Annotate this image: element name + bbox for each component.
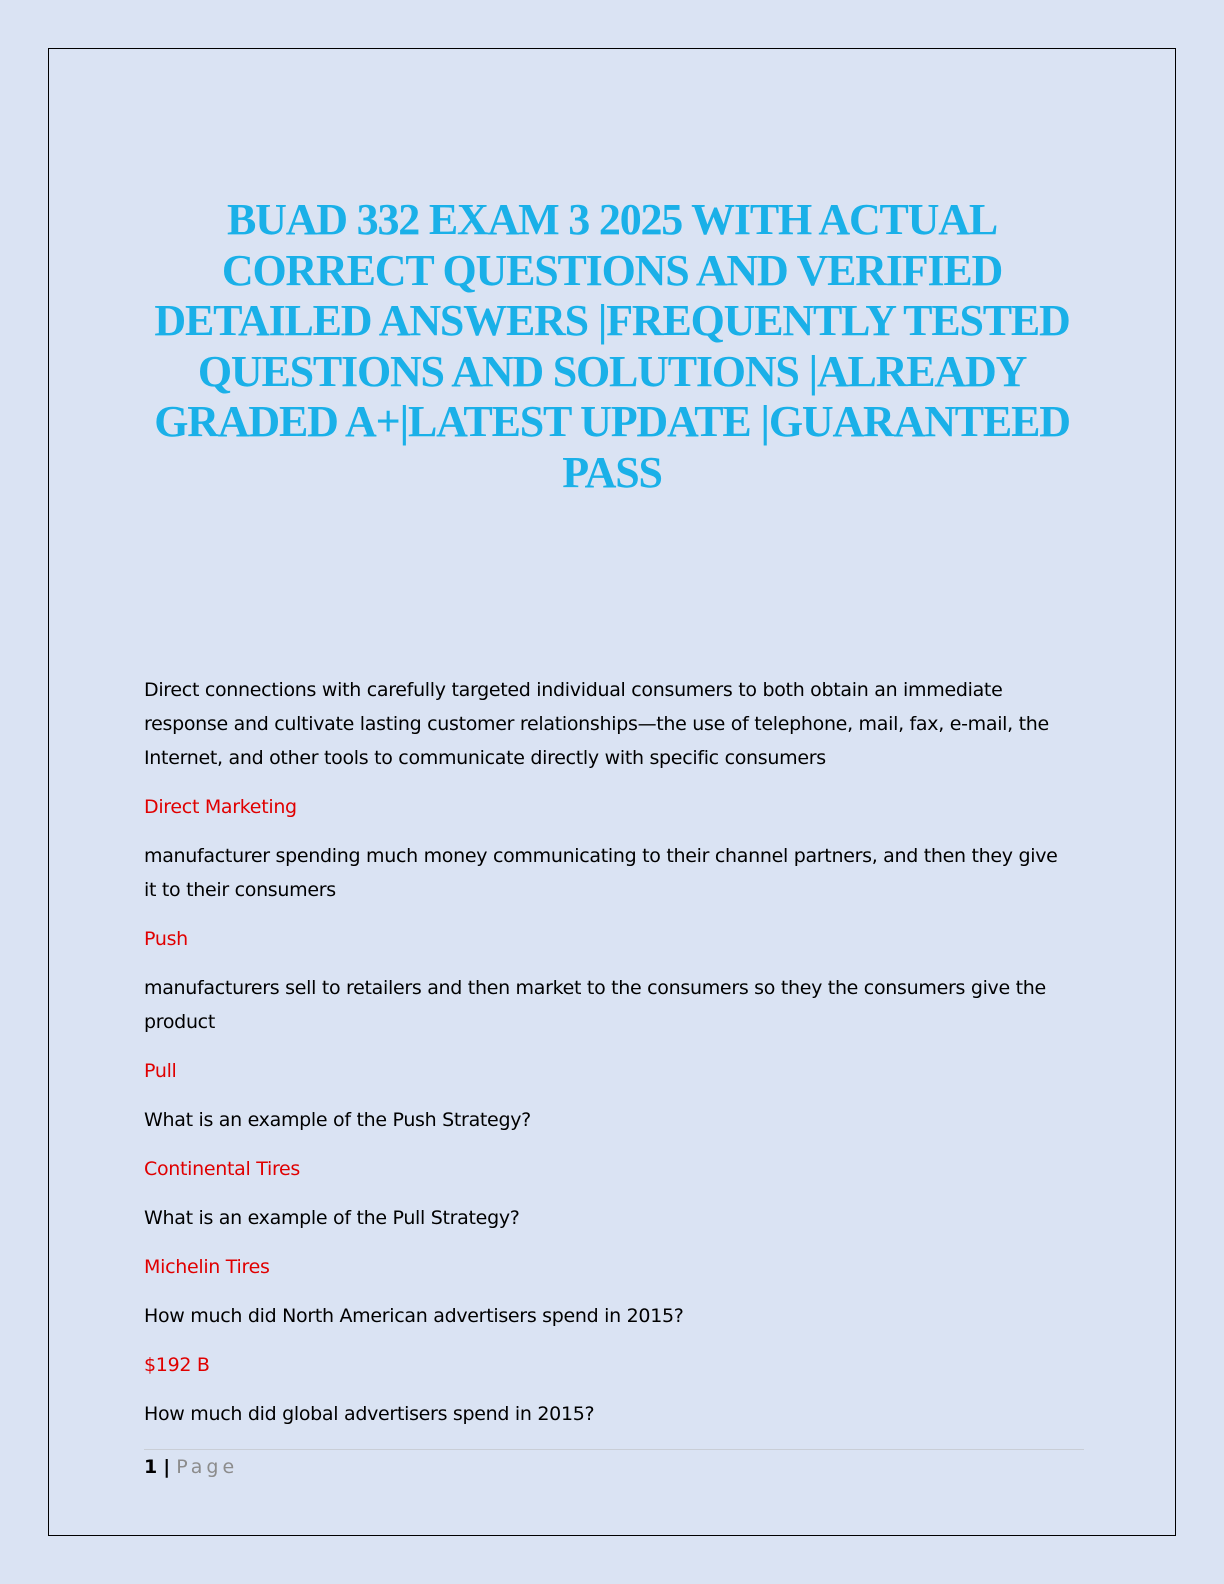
answer-text: Pull [144,1060,177,1082]
answer-text: Push [144,928,188,950]
page-footer [144,1454,238,1480]
page-label: Page [176,1456,239,1478]
answer-text: Continental Tires [144,1158,301,1180]
question-text: Direct connections with carefully targeted individual consumers to both obtain an immediate response and cultivate lasting customer relationships—the use of telephone, mail, fax, e-mail, the Internet, and other tools to communicate directly with specific consumers [144,679,1049,769]
page-number: 1 [144,1456,158,1478]
qa-list [144,673,1074,1446]
footer-separator: | [163,1456,171,1478]
question-text: What is an example of the Pull Strategy? [144,1207,520,1229]
answer-text: $192 B [144,1354,210,1376]
footer-divider [144,1449,1084,1450]
answer-text: Direct Marketing [144,796,297,818]
document-title: BUAD 332 EXAM 3 2025 WITH ACTUAL CORRECT QUESTIONS AND VERIFIED DETAILED ANSWERS |FREQUENTLY TESTED QUESTIONS AND SOLUTIONS |ALREADY GRADED A+|LATEST UPDATE |GUARANTEED PASS [154,195,1070,497]
question-text: manufacturer spending much money communicating to their channel partners, and then they give it to their consumers [144,845,1058,901]
question-text: How much did global advertisers spend in 2015? [144,1403,595,1425]
question-text: manufacturers sell to retailers and then market to the consumers so they the consumers give the product [144,977,1046,1033]
question-text: What is an example of the Push Strategy? [144,1109,531,1131]
answer-text: Michelin Tires [144,1256,270,1278]
question-text: How much did North American advertisers spend in 2015? [144,1305,684,1327]
